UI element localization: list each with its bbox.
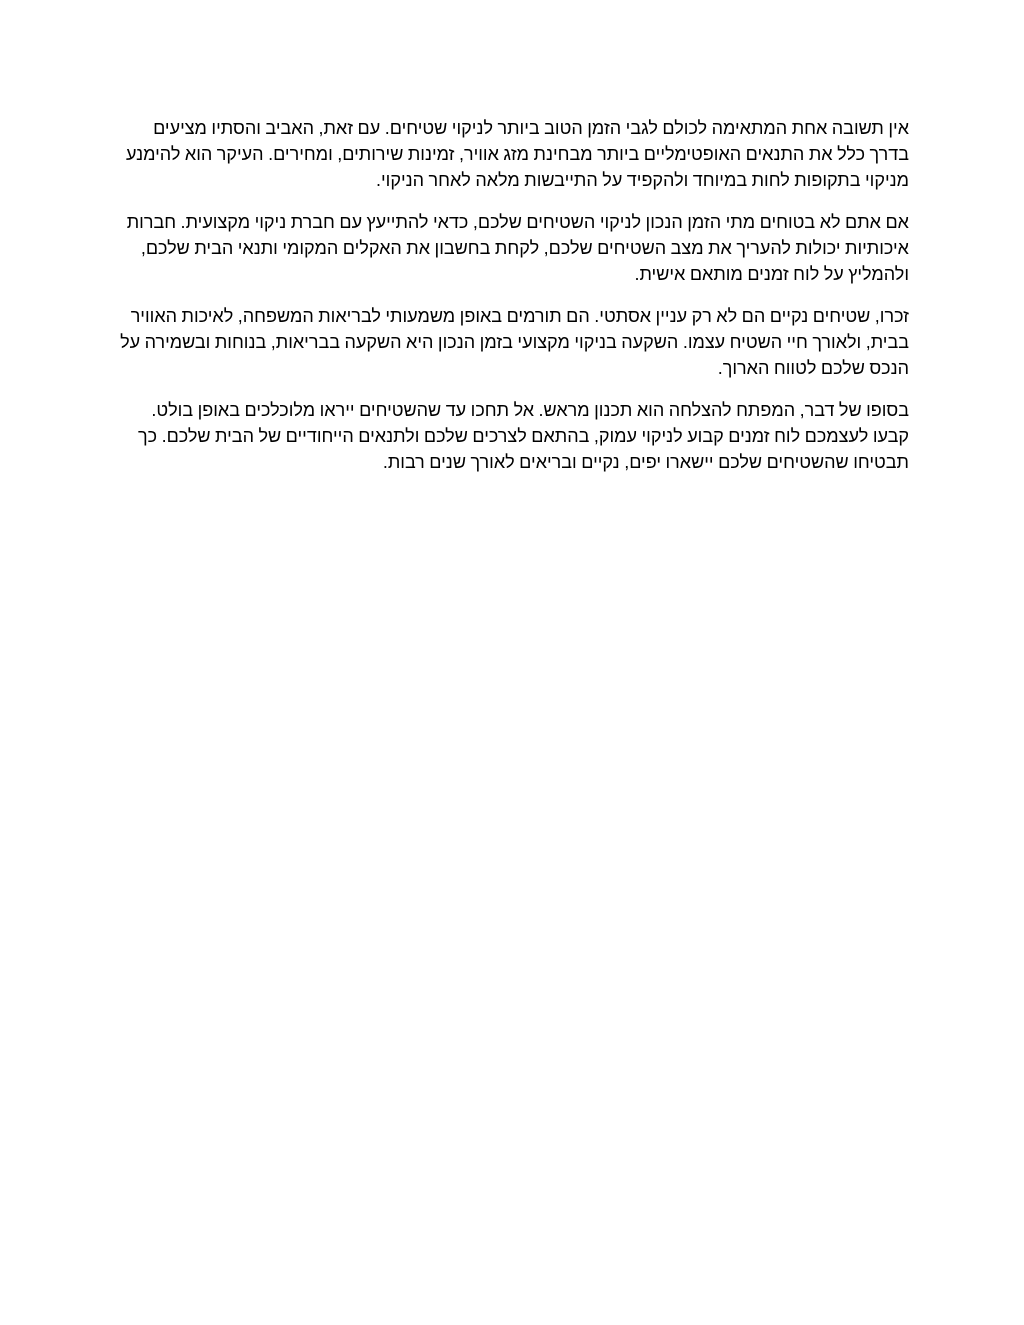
paragraph: אין תשובה אחת המתאימה לכולם לגבי הזמן הטוב ביותר לניקוי שטיחים. עם זאת, האביב והסתיו מציעים בדרך כלל את התנאים האופטימליים ביותר מבחינת מזג אוויר, זמינות שירותים, ומחירים. העיקר הוא להימנע מניקוי בתקופות לחות במיוחד ולהקפיד על התייבשות מלאה לאחר הניקוי.: [126, 118, 909, 190]
paragraph: בסופו של דבר, המפתח להצלחה הוא תכנון מראש. אל תחכו עד שהשטיחים ייראו מלוכלכים באופן בולט. קבעו לעצמכם לוח זמנים קבוע לניקוי עמוק, בהתאם לצרכים שלכם ולתנאים הייחודיים של הבית שלכם. כך תבטיחו שהשטיחים שלכם יישארו יפים, נקיים ובריאים לאורך שנים רבות.: [138, 400, 909, 472]
paragraph: אם אתם לא בטוחים מתי הזמן הנכון לניקוי השטיחים שלכם, כדאי להתייעץ עם חברת ניקוי מקצועית. חברות איכותיות יכולות להעריך את מצב השטיחים שלכם, לקחת בחשבון את האקלים המקומי ותנאי הבית שלכם, ולהמליץ על לוח זמנים מותאם אישית.: [126, 212, 909, 284]
document-page: [115, 0, 909, 475]
paragraph: זכרו, שטיחים נקיים הם לא רק עניין אסתטי. הם תורמים באופן משמעותי לבריאות המשפחה, לאיכות האוויר בבית, ולאורך חיי השטיח עצמו. השקעה בניקוי מקצועי בזמן הנכון היא השקעה בבריאות, בנוחות ובשמירה על הנכס שלכם לטווח הארוך.: [120, 306, 909, 378]
document-text: [115, 115, 909, 475]
